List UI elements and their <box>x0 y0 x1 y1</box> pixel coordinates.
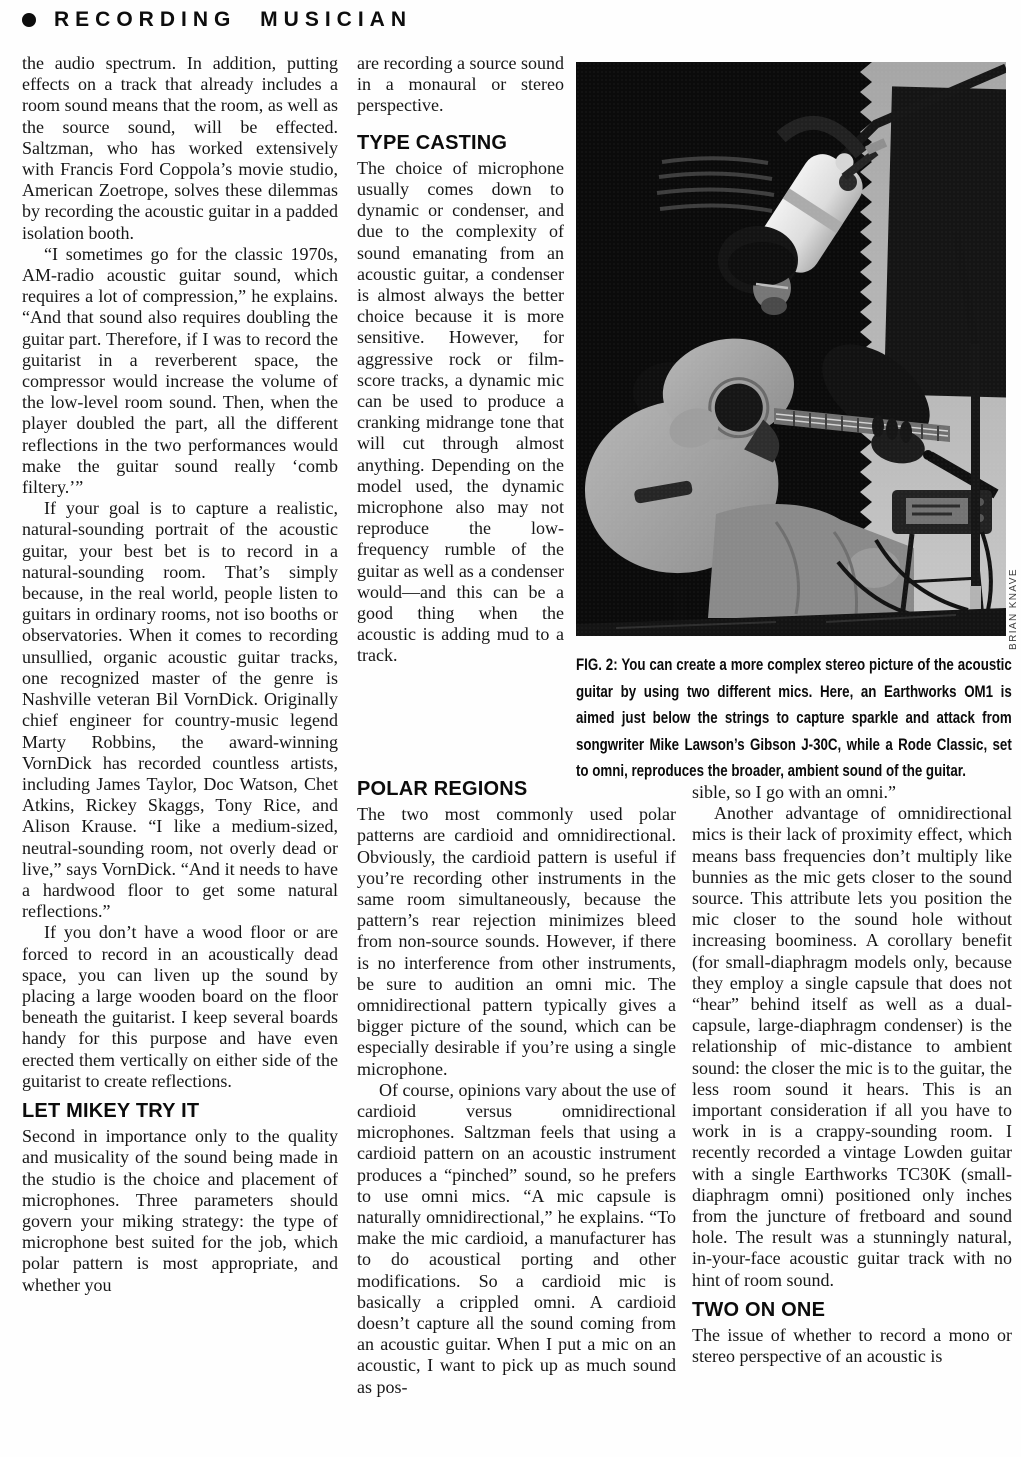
section-title: RECORDING MUSICIAN <box>54 8 413 31</box>
studio-photo-art <box>576 62 1006 636</box>
body-paragraph: The two most commonly used polar patterns are cardioid and omnidirectional. Obviously, the cardioid pattern is useful if you’re recording other instruments in the same room simultaneously, because the pattern’s rear rejection minimizes bleed from non-source sounds. However, if there is no interference from other instruments, be sure to audition an omni mic. The omnidirectional pattern typically gives a bigger picture of the sound, which can be especially desirable if you’re using a single microphone. <box>357 804 676 1079</box>
body-paragraph: Of course, opinions vary about the use of cardioid versus omnidirectional microphones. Saltzman feels that using a cardioid pattern on an acoustic instrument produces a “pinched” sound, so he prefers to use omni mics. “A mic capsule is naturally omnidirectional,” he explains. “To make the mic cardioid, a manufacturer has to do acoustical porting and other modifications. So a cardioid mic is basically a crippled omni. A cardioid doesn’t capture all the sound coming from an acoustic guitar. When I put a mic on an acoustic, I want to pick up as much sound as pos- <box>357 1079 676 1397</box>
body-paragraph: “I sometimes go for the classic 1970s, AM-radio acoustic guitar sound, which requires a lot of compression,” he explains. “And that sound also requires doubling the guitar part. Therefore, if I was to record the guitarist in a reverberent space, the compressor would increase the volume of the low-level room sound. Then, when the player doubled the part, all the different reflections in the two performances would make the guitar sound really ‘comb filtery.’” <box>22 243 338 498</box>
bullet-icon <box>22 13 36 27</box>
body-paragraph: the audio spectrum. In addition, putting effects on a track that already includes a room sound means that the room, as well as the source sound, will be effected. Saltzman, who has worked extensively with Francis Ford Coppola’s movie studio, American Zoetrope, solves these dilemmas by recording the acoustic guitar in a padded isolation booth. <box>22 53 338 243</box>
subhead-let-mikey-try-it: LET MIKEY TRY IT <box>22 1099 200 1122</box>
column-3 <box>692 782 1012 1367</box>
body-paragraph: If you don’t have a wood floor or are forced to record in an acoustically dead space, you can liven up the sound by placing a large wooden board on the floor beneath the guitarist. I keep several boards handy for this purpose and have even erected them vertically on either side of the guitarist to create reflections. <box>22 922 338 1091</box>
subhead-type-casting: TYPE CASTING <box>357 131 508 154</box>
column-2-upper <box>357 53 564 667</box>
body-paragraph: If your goal is to capture a realistic, natural-sounding portrait of the acoustic guitar, your best bet is to record in a natural-sounding room. That’s simply because, in the real world, people listen to guitars in ordinary rooms, not iso booths or observatories. When it comes to recording unsullied, organic acoustic guitar tracks, one recognized master of the genre is Nashville veteran Bil VornDick. Originally chief engineer for country-music legend Marty Robbins, the award-winning VornDick has recorded countless artists, including James Taylor, Doc Watson, Chet Atkins, Rickey Skaggs, Tony Rice, and Alison Krause. “I like a medium-sized, neutral-sounding room, not overly dead or live,” says VornDick. “And it needs to have a hardwood floor to get some natural reflections.” <box>22 498 338 922</box>
body-paragraph: Another advantage of omnidirectional mics is their lack of proximity effect, which means bass frequencies don’t multiply like bunnies as the mic gets closer to the sound source. This attribute lets you position the mic closer to the sound hole without increasing boominess. A corollary benefit (for small-diaphragm models only, because they employ a single capsule that does not “hear” behind itself as well as a dual-capsule, large-diaphragm condenser) is the relationship of mic-distance to ambient sound: the closer the mic is to the guitar, the less room sound it hears. This is an important consideration if all you have to work in is a crappy-sounding room. I recently recorded a vintage Lowden guitar with a single Earthworks TC30K (small-diaphragm omni) positioned only inches from the juncture of fretboard and sound hole. The result was a stunningly natural, in-your-face acoustic guitar track with no hint of room sound. <box>692 803 1012 1290</box>
body-paragraph: sible, so I go with an omni.” <box>692 782 896 802</box>
baffle-panel <box>884 86 1006 397</box>
body-paragraph: The choice of microphone usually comes down to dynamic or condenser, and due to the complexity of sound emanating from an acoustic guitar, a condenser is almost always the better choice because it is more sensitive. However, for aggressive rock or film-score tracks, a dynamic mic can be used to produce a cranking midrange tone that will cut through almost anything. Depending on the model used, the dynamic microphone also may not reproduce the low-frequency rumble of the guitar as well as a condenser would—and this can be a good thing when the acoustic is adding mud to a track. <box>357 157 564 666</box>
body-paragraph: The issue of whether to record a mono or stereo perspective of an acoustic is <box>692 1325 1012 1367</box>
instrument-mic-tip <box>923 450 933 460</box>
figure-caption <box>576 652 1012 785</box>
photo-credit: BRIAN KNAVE <box>1008 568 1019 650</box>
stool-leg <box>674 587 686 625</box>
body-paragraph: are recording a source sound in a monaural or stereo perspective. <box>357 53 564 116</box>
studio-photo <box>576 62 1006 636</box>
body-paragraph: Second in importance only to the quality and musicality of the sound being made in the studio is the choice and placement of microphones. Three parameters should govern your miking strategy: the type of microphone best suited for the job, which polar pattern is most appropriate, and whether you <box>22 1126 338 1295</box>
masthead <box>22 8 412 32</box>
column-1 <box>22 53 338 1296</box>
column-2-lower <box>357 779 676 1398</box>
subhead-polar-regions: POLAR REGIONS <box>357 778 528 800</box>
subhead-two-on-one: TWO ON ONE <box>692 1298 826 1321</box>
figure-caption-text: FIG. 2: You can create a more complex stereo picture of the acoustic guitar by using two different mics. Here, an Earthworks OM1 is aimed just below the strings to capture sparkle and attack from songwriter Mike Lawson’s Gibson J-30C, while a Rode Classic, set to omni, reproduces the broader, ambient sound of the guitar. <box>576 656 1012 780</box>
